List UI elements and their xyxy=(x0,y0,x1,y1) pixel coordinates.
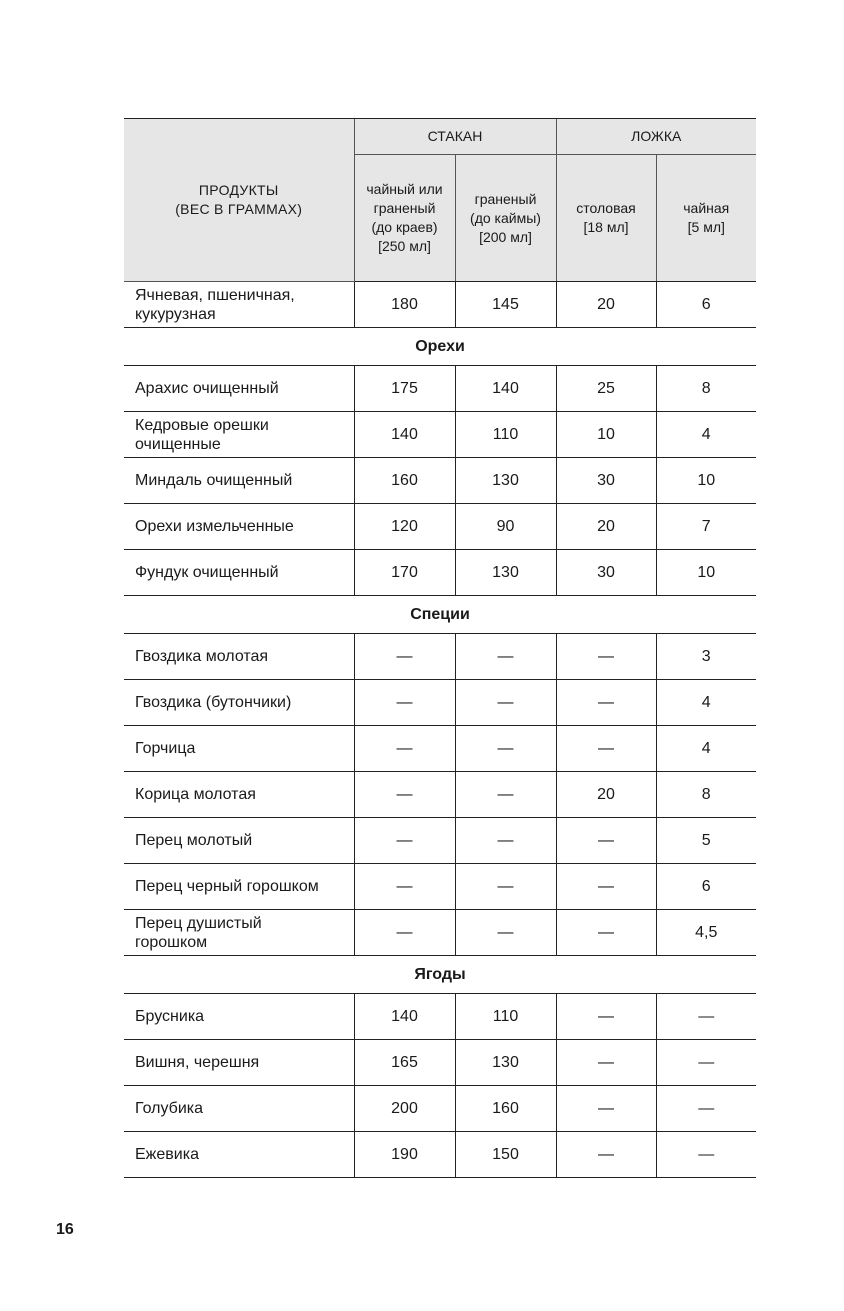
value-teaspoon: 4 xyxy=(656,680,756,726)
value-faceted-glass: 145 xyxy=(455,282,556,328)
value-tablespoon: 20 xyxy=(556,772,656,818)
header-glass-group: СТАКАН xyxy=(354,119,556,155)
value-tea-glass: — xyxy=(354,910,455,956)
value-faceted-glass: 130 xyxy=(455,1040,556,1086)
value-faceted-glass: 90 xyxy=(455,504,556,550)
value-faceted-glass: 150 xyxy=(455,1132,556,1178)
page-number: 16 xyxy=(56,1221,74,1238)
value-tea-glass: — xyxy=(354,818,455,864)
value-teaspoon: 4 xyxy=(656,726,756,772)
value-teaspoon: 6 xyxy=(656,282,756,328)
product-name-line: Корица молотая xyxy=(135,786,256,803)
value-tea-glass: 200 xyxy=(354,1086,455,1132)
value-tablespoon: — xyxy=(556,1086,656,1132)
value-tablespoon: 25 xyxy=(556,366,656,412)
product-name-line: Перец душистый xyxy=(135,914,262,932)
header-spoon-group: ЛОЖКА xyxy=(556,119,756,155)
value-tea-glass: — xyxy=(354,864,455,910)
value-faceted-glass: 110 xyxy=(455,412,556,458)
product-name-line: Перец черный горошком xyxy=(135,878,319,895)
header-tablespoon: столовая [18 мл] xyxy=(556,155,656,282)
product-name xyxy=(124,726,354,772)
value-faceted-glass: 160 xyxy=(455,1086,556,1132)
table-row xyxy=(124,550,756,596)
table-row xyxy=(124,864,756,910)
header-products-label: ПРОДУКТЫ xyxy=(198,182,279,198)
value-faceted-glass: — xyxy=(455,634,556,680)
product-name xyxy=(124,458,354,504)
value-teaspoon: 8 xyxy=(656,366,756,412)
table-row xyxy=(124,412,756,458)
value-tablespoon: 10 xyxy=(556,412,656,458)
value-tablespoon: — xyxy=(556,864,656,910)
header-teaspoon: чайная [5 мл] xyxy=(656,155,756,282)
table-row xyxy=(124,1132,756,1178)
product-name-line: горошком xyxy=(135,933,208,951)
value-faceted-glass: — xyxy=(455,864,556,910)
value-tablespoon: — xyxy=(556,680,656,726)
table-row xyxy=(124,910,756,956)
value-tea-glass: 175 xyxy=(354,366,455,412)
value-faceted-glass: — xyxy=(455,772,556,818)
header-products-sub: (ВЕС В ГРАММАХ) xyxy=(175,201,303,217)
header-faceted-glass: граненый (до каймы) [200 мл] xyxy=(455,155,556,282)
value-teaspoon: — xyxy=(656,1040,756,1086)
product-name-line: Орехи измельченные xyxy=(135,518,294,535)
product-name-line: кукурузная xyxy=(135,305,216,323)
value-teaspoon: 8 xyxy=(656,772,756,818)
product-name-line: Перец молотый xyxy=(135,832,253,849)
product-name xyxy=(124,994,354,1040)
product-name xyxy=(124,818,354,864)
table-row xyxy=(124,726,756,772)
table-row xyxy=(124,772,756,818)
product-name-line: Кедровые орешки xyxy=(135,416,269,434)
product-name xyxy=(124,504,354,550)
value-tablespoon: — xyxy=(556,1132,656,1178)
product-name-line: Арахис очищенный xyxy=(135,380,279,397)
value-tea-glass: — xyxy=(354,680,455,726)
value-tablespoon: 20 xyxy=(556,282,656,328)
value-faceted-glass: — xyxy=(455,910,556,956)
value-teaspoon: 5 xyxy=(656,818,756,864)
measures-table xyxy=(124,118,756,1178)
table-row xyxy=(124,504,756,550)
table-row xyxy=(124,680,756,726)
value-teaspoon: 7 xyxy=(656,504,756,550)
value-tea-glass: 140 xyxy=(354,412,455,458)
section-row xyxy=(124,328,756,366)
section-row xyxy=(124,596,756,634)
value-faceted-glass: — xyxy=(455,726,556,772)
table-row xyxy=(124,634,756,680)
table-header xyxy=(124,119,756,282)
product-name xyxy=(124,772,354,818)
table-row xyxy=(124,282,756,328)
product-name-line: очищенные xyxy=(135,435,221,453)
table-row xyxy=(124,366,756,412)
product-name-line: Фундук очищенный xyxy=(135,564,279,581)
value-tablespoon: 30 xyxy=(556,550,656,596)
value-faceted-glass: 130 xyxy=(455,458,556,504)
value-faceted-glass: — xyxy=(455,680,556,726)
product-name xyxy=(124,1086,354,1132)
table-body xyxy=(124,282,756,1178)
product-name xyxy=(124,1040,354,1086)
value-teaspoon: 10 xyxy=(656,550,756,596)
value-faceted-glass: — xyxy=(455,818,556,864)
value-tea-glass: 180 xyxy=(354,282,455,328)
section-title: Специи xyxy=(124,596,756,634)
value-tablespoon: — xyxy=(556,1040,656,1086)
value-tea-glass: 170 xyxy=(354,550,455,596)
product-name-line: Голубика xyxy=(135,1100,204,1117)
value-teaspoon: 6 xyxy=(656,864,756,910)
value-teaspoon: — xyxy=(656,994,756,1040)
product-name-line: Вишня, черешня xyxy=(135,1054,260,1071)
product-name xyxy=(124,282,354,328)
value-faceted-glass: 130 xyxy=(455,550,556,596)
value-faceted-glass: 110 xyxy=(455,994,556,1040)
value-teaspoon: 4,5 xyxy=(656,910,756,956)
value-teaspoon: 10 xyxy=(656,458,756,504)
product-name-line: Горчица xyxy=(135,740,196,757)
value-tea-glass: — xyxy=(354,726,455,772)
product-name xyxy=(124,910,354,956)
value-teaspoon: 4 xyxy=(656,412,756,458)
product-name-line: Миндаль очищенный xyxy=(135,472,293,489)
table-row xyxy=(124,1040,756,1086)
value-tablespoon: — xyxy=(556,910,656,956)
value-tablespoon: — xyxy=(556,994,656,1040)
header-tea-glass: чайный или граненый (до краев) [250 мл] xyxy=(354,155,455,282)
table-row xyxy=(124,818,756,864)
product-name xyxy=(124,412,354,458)
table-row xyxy=(124,1086,756,1132)
value-tea-glass: 165 xyxy=(354,1040,455,1086)
value-tablespoon: — xyxy=(556,818,656,864)
value-tea-glass: 160 xyxy=(354,458,455,504)
product-name-line: Гвоздика молотая xyxy=(135,648,269,665)
product-name xyxy=(124,1132,354,1178)
product-name xyxy=(124,634,354,680)
product-name-line: Гвоздика (бутончики) xyxy=(135,694,292,711)
section-row xyxy=(124,956,756,994)
value-teaspoon: 3 xyxy=(656,634,756,680)
product-name-line: Брусника xyxy=(135,1008,205,1025)
value-tea-glass: 140 xyxy=(354,994,455,1040)
section-title: Ягоды xyxy=(124,956,756,994)
value-tablespoon: 30 xyxy=(556,458,656,504)
product-name xyxy=(124,864,354,910)
value-tea-glass: — xyxy=(354,634,455,680)
value-tablespoon: — xyxy=(556,726,656,772)
value-faceted-glass: 140 xyxy=(455,366,556,412)
product-name xyxy=(124,550,354,596)
table-row xyxy=(124,458,756,504)
value-tablespoon: 20 xyxy=(556,504,656,550)
product-name-line: Ежевика xyxy=(135,1146,199,1163)
table-row xyxy=(124,994,756,1040)
product-name xyxy=(124,680,354,726)
value-tablespoon: — xyxy=(556,634,656,680)
product-name-line: Ячневая, пшеничная, xyxy=(135,286,295,304)
value-tea-glass: 190 xyxy=(354,1132,455,1178)
header-products xyxy=(124,119,354,282)
value-tea-glass: — xyxy=(354,772,455,818)
value-tea-glass: 120 xyxy=(354,504,455,550)
value-teaspoon: — xyxy=(656,1086,756,1132)
product-name xyxy=(124,366,354,412)
section-title: Орехи xyxy=(124,328,756,366)
value-teaspoon: — xyxy=(656,1132,756,1178)
